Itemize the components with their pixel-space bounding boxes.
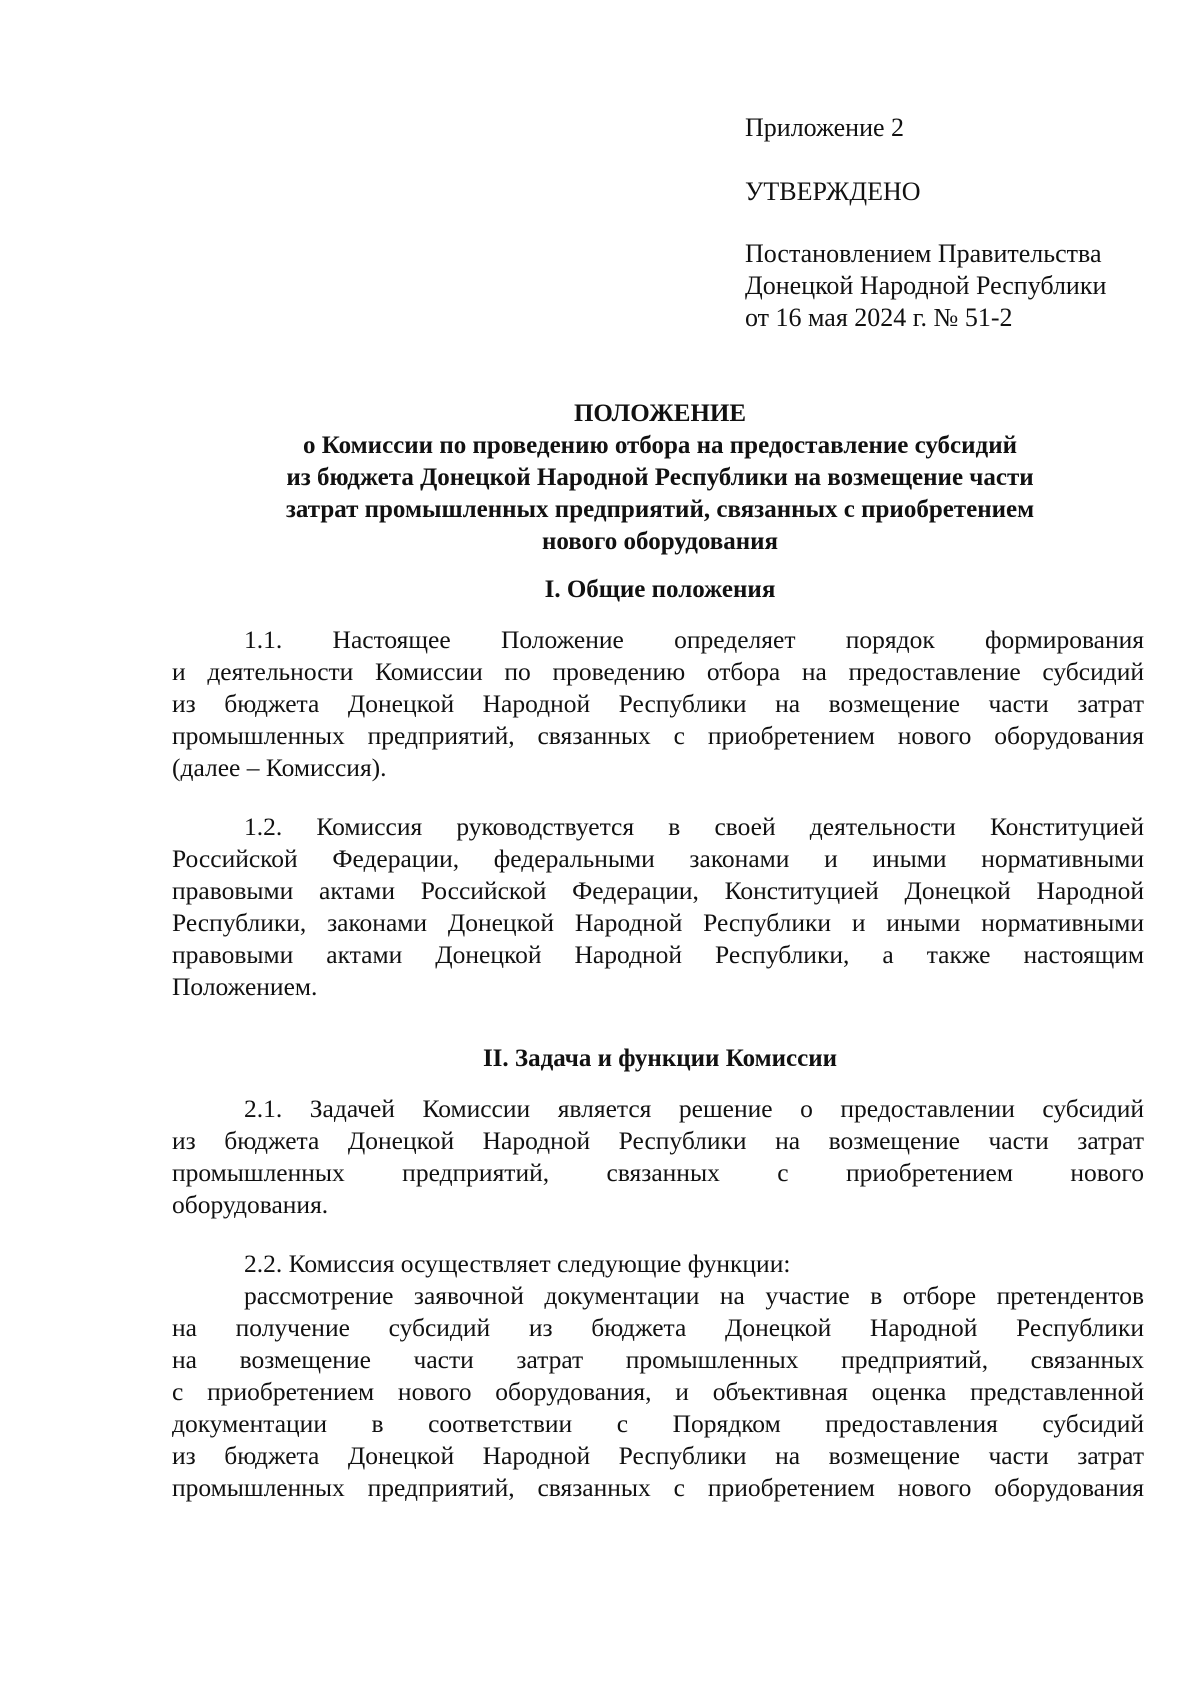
title-line: о Комиссии по проведению отбора на предоставление субсидий	[302, 432, 1018, 459]
paragraph-line: Российской Федерации, федеральными законами и иными нормативными	[172, 844, 1144, 873]
appendix-label: Приложение 2	[745, 113, 905, 142]
paragraph-line: Республики, законами Донецкой Народной Республики и иными нормативными	[172, 908, 1144, 937]
document-title	[160, 398, 1160, 558]
paragraph-line: из бюджета Донецкой Народной Республики на возмещение части затрат	[172, 689, 1144, 718]
paragraph-1-2	[172, 811, 1144, 1003]
paragraph-line: правовыми актами Российской Федерации, Конституцией Донецкой Народной	[172, 876, 1144, 905]
paragraph-line: промышленных предприятий, связанных с приобретением нового оборудования	[172, 1473, 1144, 1502]
paragraph-line: 2.1. Задачей Комиссии является решение о предоставлении субсидий	[244, 1094, 1144, 1123]
paragraph-line: (далее – Комиссия).	[172, 753, 387, 782]
paragraph-line: промышленных предприятий, связанных с приобретением нового оборудования	[172, 721, 1144, 750]
section-heading-2: II. Задача и функции Комиссии	[482, 1045, 838, 1072]
paragraph-line: на возмещение части затрат промышленных предприятий, связанных	[172, 1345, 1144, 1374]
paragraph-line: и деятельности Комиссии по проведению отбора на предоставление субсидий	[172, 657, 1144, 686]
paragraph-2-2	[172, 1248, 1144, 1504]
paragraph-line: из бюджета Донецкой Народной Республики на возмещение части затрат	[172, 1126, 1144, 1155]
paragraph-line: документации в соответствии с Порядком предоставления субсидий	[172, 1409, 1144, 1438]
section-heading-1: I. Общие положения	[544, 576, 776, 603]
paragraph-line: из бюджета Донецкой Народной Республики на возмещение части затрат	[172, 1441, 1144, 1470]
title-line: нового оборудования	[541, 528, 779, 555]
paragraph-line: промышленных предприятий, связанных с приобретением нового	[172, 1158, 1144, 1187]
paragraph-line: Положением.	[172, 972, 318, 1001]
paragraph-line: рассмотрение заявочной документации на участие в отборе претендентов	[244, 1281, 1144, 1310]
decree-line: Постановлением Правительства	[745, 239, 1102, 268]
paragraph-line: оборудования.	[172, 1190, 329, 1219]
approval-block	[745, 112, 1165, 334]
decree-line: Донецкой Народной Республики	[745, 271, 1107, 300]
paragraph-2-1	[172, 1093, 1144, 1221]
title-line: из бюджета Донецкой Народной Республики на возмещение части	[286, 464, 1034, 491]
title-line: затрат промышленных предприятий, связанных с приобретением	[285, 496, 1035, 523]
paragraph-line: с приобретением нового оборудования, и объективная оценка представленной	[172, 1377, 1144, 1406]
paragraph-line: 2.2. Комиссия осуществляет следующие функции:	[244, 1249, 791, 1278]
paragraph-line: 1.1. Настоящее Положение определяет порядок формирования	[244, 625, 1144, 654]
paragraph-line: правовыми актами Донецкой Народной Республики, а также настоящим	[172, 940, 1144, 969]
paragraph-line: на получение субсидий из бюджета Донецкой Народной Республики	[172, 1313, 1144, 1342]
approved-label: УТВЕРЖДЕНО	[745, 177, 921, 206]
decree-line: от 16 мая 2024 г. № 51-2	[745, 303, 1013, 332]
title-heading: ПОЛОЖЕНИЕ	[573, 400, 747, 427]
paragraph-line: 1.2. Комиссия руководствуется в своей деятельности Конституцией	[244, 812, 1144, 841]
paragraph-1-1	[172, 624, 1144, 784]
